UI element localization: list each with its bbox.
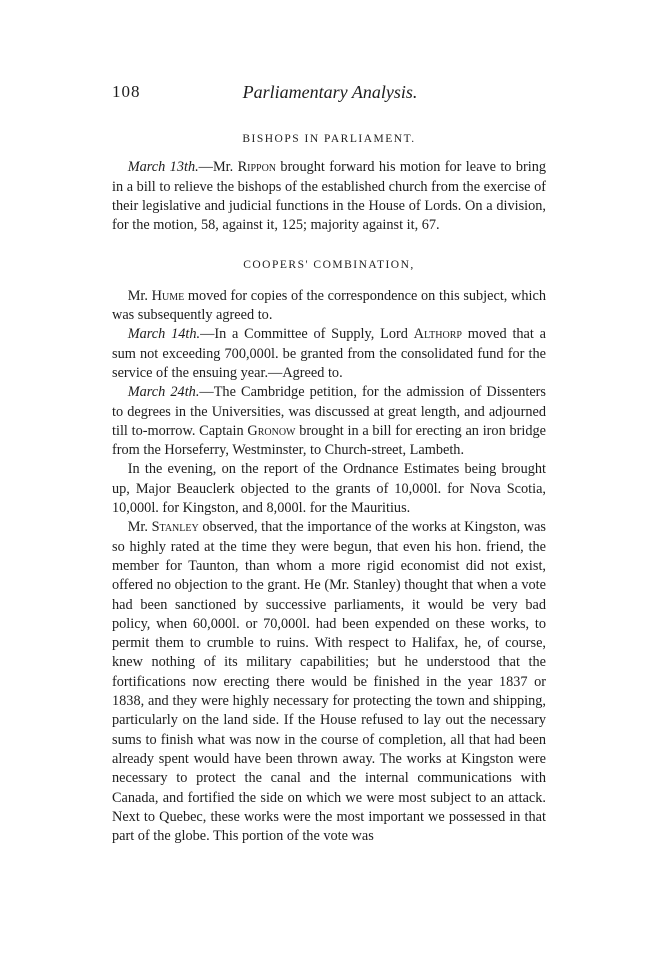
paragraph-text: In the evening, on the report of the Ordnance Estimates being brought up, Major Beauclerk objected to the grants of 10,000l. for Nova Scotia, 10,000l. for Kingston, and 8,000l. for the Mauritius. [112, 461, 546, 517]
member-name-althorp: Althorp [413, 326, 462, 343]
date-march-24: March 24th. [127, 384, 200, 401]
paragraph-text: brought forward his motion for leave to bring in a bill to relieve the bishops of the established church from the exercise of their legislative and judicial functions in the House of Lords. On a division, for the motion, 58, against it, 125; majority against it, 67. [112, 159, 546, 234]
section-heading-bishops: BISHOPS IN PARLIAMENT. [242, 133, 416, 145]
paragraph-supply [112, 325, 546, 383]
paragraph-text: —In a Committee of Supply, Lord [200, 326, 414, 343]
paragraph-stanley-speech [112, 518, 546, 846]
paragraph-text: moved that a sum not exceeding 700,000l. be granted from the consolidated fund for the service of the ensuing year.—Agreed to. [112, 326, 546, 381]
member-name-stanley: Stanley [151, 519, 199, 536]
page-number: 108 [112, 82, 141, 101]
date-march-14: March 14th. [127, 326, 201, 343]
member-name-rippon: Rippon [237, 159, 277, 176]
paragraph-text: —The Cambridge petition, for the admission of Dissenters to degrees in the Universities, was discussed at great length, and adjourned till to-morrow. Captain [112, 384, 546, 439]
paragraph-cambridge-petition [112, 383, 546, 460]
paragraph-text: Mr. [127, 519, 152, 536]
running-head [112, 82, 548, 108]
body-text [112, 130, 546, 846]
date-march-13: March 13th. [127, 159, 199, 176]
member-name-gronow: Gronow [247, 422, 296, 439]
member-name-hume: Hume [151, 287, 185, 304]
paragraph-bishops-motion [112, 158, 546, 235]
section-heading-coopers: COOPERS' COMBINATION, [243, 259, 415, 272]
paragraph-text: brought in a bill for erecting an iron bridge from the Horseferry, Westminster, to Church-street, Lambeth. [112, 422, 546, 459]
paragraph-text: observed, that the importance of the works at Kingston, was so highly rated at the time they were begun, that even his hon. friend, the member for Taunton, than whom a more rigid economist did not exist, offered no objection to the grant. He (Mr. Stanley) thought that when a vote had been sanctioned by successive parliaments, it would be very bad policy, when 60,000l. or 70,000l. had been expended on these works, to permit them to crumble to ruins. With respect to Halifax, he, of course, knew nothing of its military capabilities; but he understood that the fortifications now erecting there would be finished in the year 1837 or 1838, and they were highly necessary for protecting the town and shipping, particularly on the land side. If the House refused to lay out the necessary sums to finish what was now in the course of completion, all that had been already spent would have been thrown away. The works at Kingston were necessary to protect the canal and the internal communications with Canada, and fortified the side on which we were most subject to an attack. Next to Quebec, these works were the most important we possessed in that part of the globe. This portion of the vote was [112, 519, 546, 845]
running-title: Parliamentary Analysis. [242, 82, 418, 102]
paragraph-ordnance-estimates [112, 460, 546, 518]
paragraph-text: moved for copies of the correspondence on this subject, which was subsequently agreed to. [112, 287, 546, 324]
paragraph-text: Mr. [127, 287, 152, 304]
paragraph-hume-motion [112, 287, 546, 326]
paragraph-text: —Mr. [198, 159, 238, 176]
